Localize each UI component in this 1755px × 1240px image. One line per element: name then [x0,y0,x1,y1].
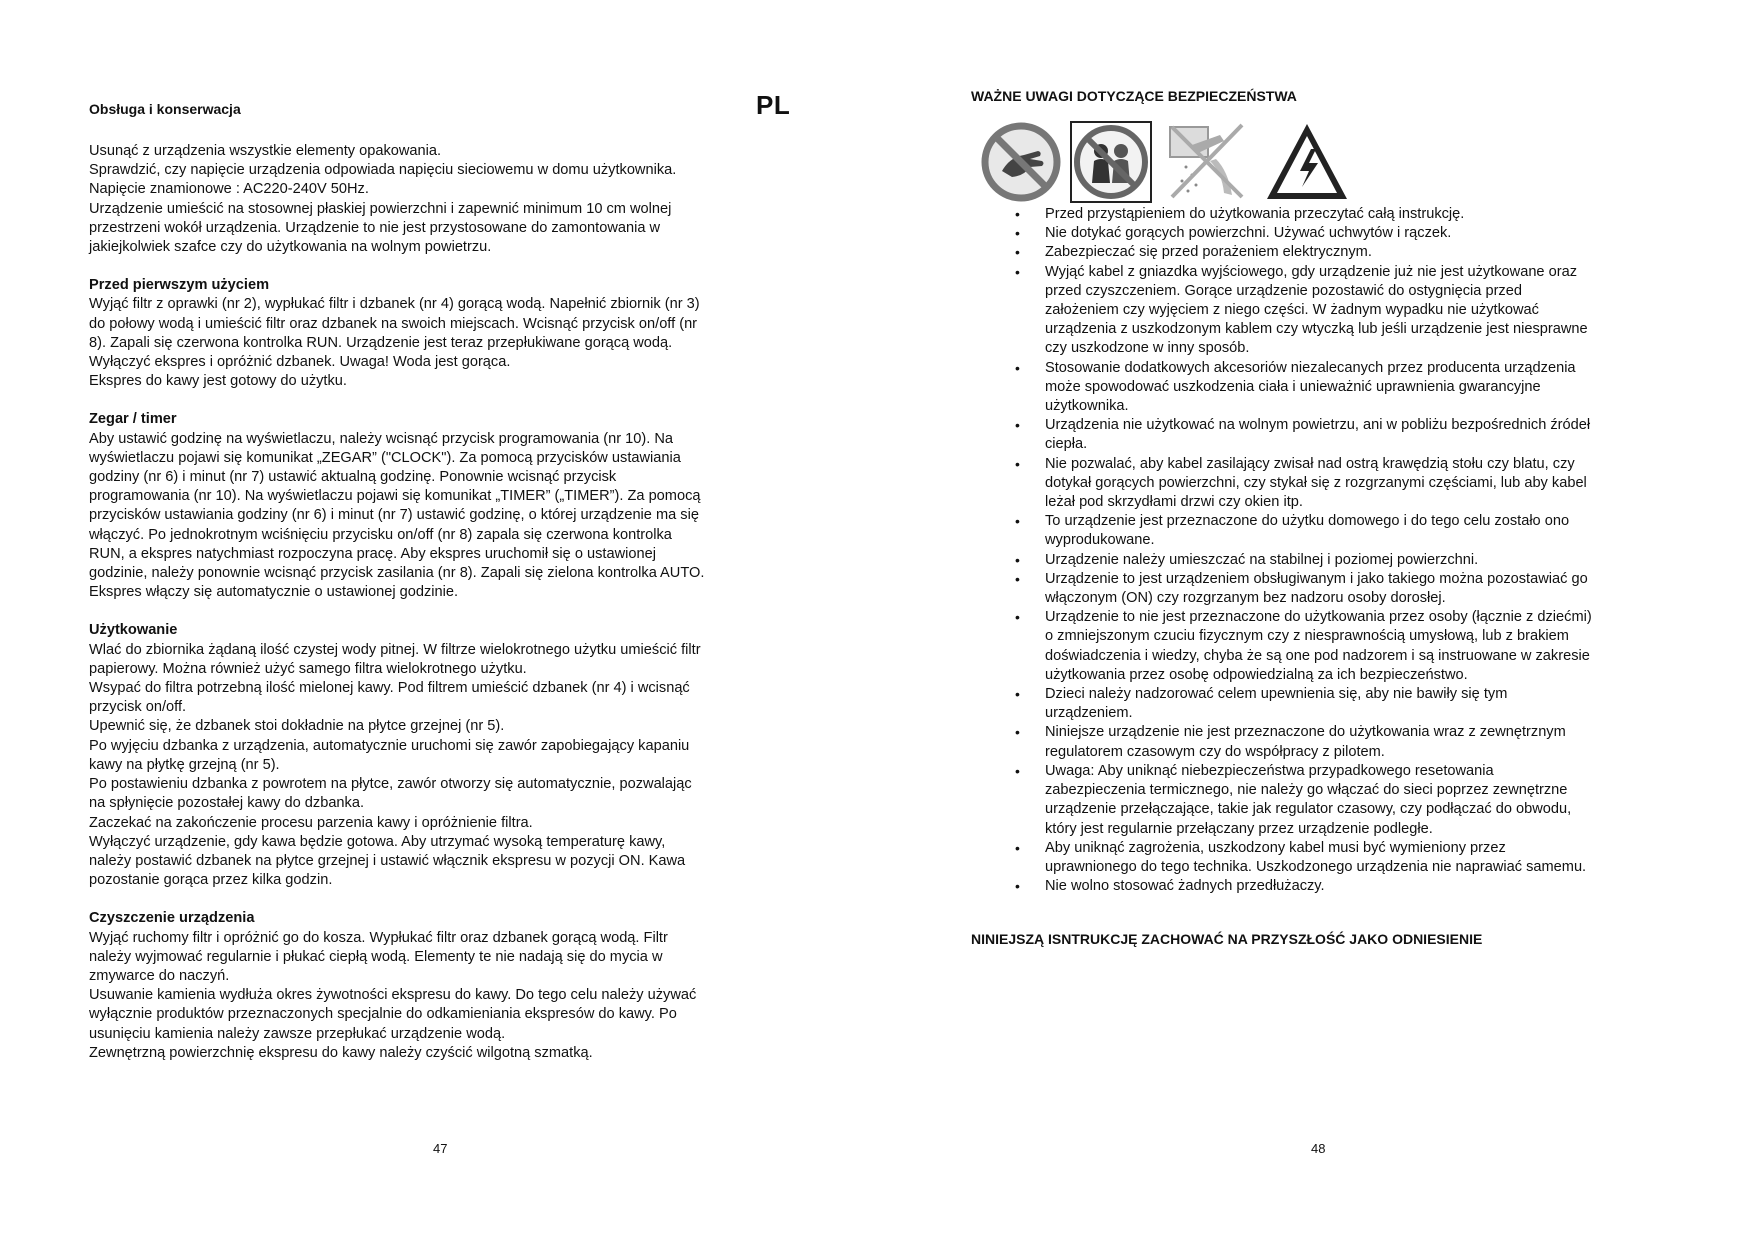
safety-rule-line: użytkownika. [1045,398,1129,415]
text-line: do połowy wodą i umieścić filtr oraz dzbanek na swoich miejscach. Wcisnąć przycisk on/off (nr [89,315,698,332]
text-line: wyświetlaczu pojawi się komunikat „ZEGAR” ("CLOCK"). Za pomocą przycisków ustawiania [89,449,681,466]
no-water-spray-icon [1162,121,1248,203]
text-line: Sprawdzić, czy napięcie urządzenia odpowiada napięciu sieciowemu w domu użytkownika. [89,162,677,179]
no-hand-touch-icon [980,121,1062,203]
text-line: Wyłączyć ekspres i opróżnić dzbanek. Uwaga! Woda jest gorąca. [89,354,511,371]
text-line: zmywarce do naczyń. [89,967,230,984]
safety-rule-line: • Nie dotykać gorących powierzchni. Używać uchwytów i rączek. [1045,225,1452,242]
section-heading: Przed pierwszym użyciem [89,277,270,294]
text-line: jakiejkolwiek szafce czy do użytkowania na wolnym powietrzu. [89,239,492,256]
text-line: włączyć. Po jednokrotnym wciśnięciu przycisku on/off (nr 8) zapala się czerwona kontrolka [89,526,672,543]
safety-rule-line: • Urządzenie należy umieszczać na stabilnej i poziomej powierzchni. [1045,551,1479,568]
safety-rule-item [1015,359,1681,417]
text-line: godzinie, należy ponownie wcisnąć przycisk zasilania (nr 8). Zapali się zielona kontrolka AUTO. [89,565,705,582]
text-line: przycisk on/off. [89,699,187,716]
safety-rule-item [1015,685,1681,723]
safety-rule-item [1015,608,1681,685]
safety-rule-item [1015,551,1681,570]
safety-rule-line: • Urządzenie to jest urządzeniem obsługiwanym i jako takiego można pozostawiać go [1045,570,1588,587]
safety-rule-item [1015,723,1681,761]
text-line: pozostanie gorąca przez kilka godzin. [89,872,333,889]
safety-rule-line: urządzenie przełączające, takie jak regulator czasowy, czy podłączać do obwodu, [1045,801,1572,818]
safety-rule-line: uprawnionego do tego technika. Uszkodzonego urządzenia nie naprawiać samemu. [1045,858,1587,875]
safety-rule-line: dotykał gorących powierzchni, czy stykał się z rozgrzanymi częściami, lub aby kabel [1045,474,1587,491]
safety-rule-line: wyprodukowane. [1045,532,1155,549]
safety-rule-line: • Nie pozwalać, aby kabel zasilający zwisał nad ostrą krawędzią stołu czy blatu, czy [1045,455,1575,472]
safety-rule-line: • Nie wolno stosować żadnych przedłużaczy. [1045,878,1325,895]
safety-rule-item [1015,512,1681,550]
safety-rule-line: zabezpieczenia termicznego, nie należy go włączać do sieci poprzez zewnętrzne [1045,782,1568,799]
safety-rule-line: • Przed przystąpieniem do użytkowania przeczytać całą instrukcję. [1045,206,1465,222]
section [89,142,809,257]
safety-rule-line: • Zabezpieczać się przed porażeniem elektrycznym. [1045,244,1372,261]
text-line: wyłącznie produktów przeznaczonych specjalnie do odkamieniania ekspresów do kawy. Po [89,1006,677,1023]
text-line: RUN, a ekspres natychmiast rozpoczyna pracę. Aby ekspres uruchomił się o ustawionej [89,545,656,562]
section [89,410,809,602]
safety-rule-item [1015,243,1681,262]
text-line: Wlać do zbiornika żądaną ilość czystej wody pitnej. W filtrze wielokrotnego użytku umieścić filtr [89,641,701,658]
section-heading: Użytkowanie [89,622,178,639]
text-line: Aby ustawić godzinę na wyświetlaczu, należy wcisnąć przycisk programowania (nr 10). Na [89,430,673,447]
safety-rule-line: o zmniejszonym czuciu fizycznym czy z niesprawnością umysłową, lub z brakiem [1045,628,1569,645]
text-line: Po postawieniu dzbanka z powrotem na płytce, zawór otworzy się automatycznie, pozwalając [89,776,692,793]
section [89,276,809,391]
page-title: Obsługa i konserwacja [89,101,241,117]
electric-hazard-icon [1264,121,1350,203]
safety-rule-item [1015,416,1681,454]
safety-rule-item [1015,263,1681,359]
safety-rule-item [1015,205,1681,224]
section-heading: Zegar / timer [89,411,177,428]
text-line: 8). Zapali się czerwona kontrolka RUN. Urządzenie jest teraz przepłukiwane gorącą wodą. [89,334,673,351]
safety-rule-line: urządzeniem. [1045,705,1133,722]
safety-rule-line: • Uwaga: Aby uniknąć niebezpieczeństwa przypadkowego resetowania [1045,762,1494,779]
safety-rule-line: założeniem czy wyjęciem z niego części. W żadnym wypadku nie użytkować [1045,302,1539,319]
safety-rule-line: ciepła. [1045,436,1088,453]
page-number-left: 47 [433,1141,448,1156]
text-line: papierowy. Można również użyć samego filtra wielokrotnego użytku. [89,660,527,677]
language-tag: PL [756,90,791,120]
safety-rule-line: • Wyjąć kabel z gniazdka wyjściowego, gdy urządzenie już nie jest użytkowane oraz [1045,263,1577,280]
text-line: Upewnić się, że dzbanek stoi dokładnie na płytce grzejnej (nr 5). [89,718,505,735]
text-line: kawy na płytkę grzejną (nr 5). [89,756,280,773]
safety-rule-item [1015,839,1681,877]
text-line: Zaczekać na zakończenie procesu parzenia kawy i opróżnienie filtra. [89,814,533,831]
warning-icons-row [980,121,1400,203]
section-heading: Czyszczenie urządzenia [89,910,255,927]
safety-rule-line: przed czyszczeniem. Gorące urządzenie pozostawić do ostygnięcia przed [1045,282,1522,299]
text-line: Ekspres włączy się automatycznie o ustawionej godzinie. [89,584,459,601]
safety-title: WAŻNE UWAGI DOTYCZĄCE BEZPIECZEŃSTWA [971,88,1297,104]
text-line: należy postawić dzbanek na płytce grzejnej i ustawić włącznik ekspresu w pozycji ON. Kawa [89,852,686,869]
text-line: Zewnętrzną powierzchnię ekspresu do kawy należy czyścić wilgotną szmatką. [89,1044,593,1061]
safety-rule-line: włączonym (ON) czy rozgrzanym bez nadzoru osoby dorosłej. [1045,590,1446,607]
safety-rules-list [1015,205,1681,896]
text-line: Ekspres do kawy jest gotowy do użytku. [89,373,347,390]
text-line: na spłynięcie pozostałej kawy do dzbanka. [89,795,365,812]
safety-rule-line: może spowodować uszkodzenia ciała i unieważnić uprawnienia gwarancyjne [1045,378,1541,395]
text-line: programowania (nr 10). Na wyświetlaczu pojawi się komunikat „TIMER” („TIMER”). Za pomocą [89,488,701,505]
text-line: Wyjąć filtr z oprawki (nr 2), wypłukać filtr i dzbanek (nr 4) gorącą wodą. Napełnić zbiornik (nr 3) [89,296,700,313]
text-line: Usuwanie kamienia wydłuża okres żywotności ekspresu do kawy. Do tego celu należy używać [89,987,697,1004]
safety-rule-line: czy uszkodzone w inny sposób. [1045,340,1250,357]
safety-rule-item [1015,570,1681,608]
text-line: przestrzeni wokół urządzenia. Urządzenie to nie jest przystosowane do zamontowania w [89,219,661,236]
safety-rule-line: leżał pod skrzydłami drzwi czy okien itp. [1045,494,1303,511]
page-number-right: 48 [1311,1141,1326,1156]
text-line: usunięciu kamienia należy zawsze przepłukać urządzenie wodą. [89,1025,506,1042]
keep-instructions-note: NINIEJSZĄ ISNTRUKCJĘ ZACHOWAĆ NA PRZYSZŁOŚĆ JAKO ODNIESIENIE [971,931,1483,947]
safety-rule-line: • Aby uniknąć zagrożenia, uszkodzony kabel musi być wymieniony przez [1045,839,1506,856]
section [89,621,809,890]
safety-rule-line: doświadczenia i wiedzy, chyba że są one pod nadzorem i są instruowane w zakresie [1045,647,1590,664]
text-line: godziny (nr 6) i minut (nr 7) ustawić aktualną godzinę. Ponownie wcisnąć przycisk [89,469,617,486]
safety-rule-line: regulatorem czasowym czy do współpracy z pilotem. [1045,743,1385,760]
safety-rule-item [1015,455,1681,513]
safety-rule-item [1015,224,1681,243]
text-line: przycisków ustawiania godziny (nr 6) i minut (nr 7) ustawić godzinę, o której urządzenie ma się [89,507,699,524]
section [89,909,809,1063]
text-line: Urządzenie umieścić na stosownej płaskiej powierzchni i zapewnić minimum 10 cm wolnej [89,200,672,217]
safety-rule-line: który jest regularnie przełączany przez urządzenie podległe. [1045,820,1433,837]
text-line: Wyjąć ruchomy filtr i opróżnić go do kosza. Wypłukać filtr oraz dzbanek gorącą wodą. Filtr [89,929,668,946]
safety-rule-item [1015,762,1681,839]
safety-rule-line: użytkowania przez osobę odpowiedzialną za ich bezpieczeństwo. [1045,666,1468,683]
text-line: Napięcie znamionowe : AC220-240V 50Hz. [89,181,369,198]
text-line: Wsypać do filtra potrzebną ilość mielonej kawy. Pod filtrem umieścić dzbanek (nr 4) i wcisnąć [89,680,690,697]
safety-rule-line: • To urządzenie jest przeznaczone do użytku domowego i do tego celu zostało ono [1045,513,1570,530]
text-line: Wyłączyć urządzenie, gdy kawa będzie gotowa. Aby utrzymać wysoką temperaturę kawy, [89,833,666,850]
text-line: Usunąć z urządzenia wszystkie elementy opakowania. [89,143,442,159]
safety-rule-line: • Dzieci należy nadzorować celem upewnienia się, aby nie bawiły się tym [1045,686,1508,703]
safety-rule-line: • Urządzenie to nie jest przeznaczone do użytkowania przez osoby (łącznie z dziećmi) [1045,609,1592,626]
safety-rule-line: • Urządzenia nie użytkować na wolnym powietrzu, ani w pobliżu bezpośrednich źródeł [1045,417,1591,434]
safety-rule-line: urządzenia z uszkodzonym kablem czy wtyczką lub jeśli urządzenie jest niesprawne [1045,321,1588,338]
safety-rule-line: • Stosowanie dodatkowych akcesoriów niezalecanych przez producenta urządzenia [1045,359,1576,376]
safety-rule-item [1015,877,1681,896]
left-page-body [89,142,809,1082]
safety-rule-line: • Niniejsze urządzenie nie jest przeznaczone do użytkowania wraz z zewnętrznym [1045,724,1566,741]
text-line: Po wyjęciu dzbanka z urządzenia, automatycznie uruchomi się zawór zapobiegający kapaniu [89,737,690,754]
no-children-icon [1070,121,1152,203]
text-line: należy wyjmować regularnie i płukać ciepłą wodą. Elementy te nie nadają się do mycia w [89,948,663,965]
